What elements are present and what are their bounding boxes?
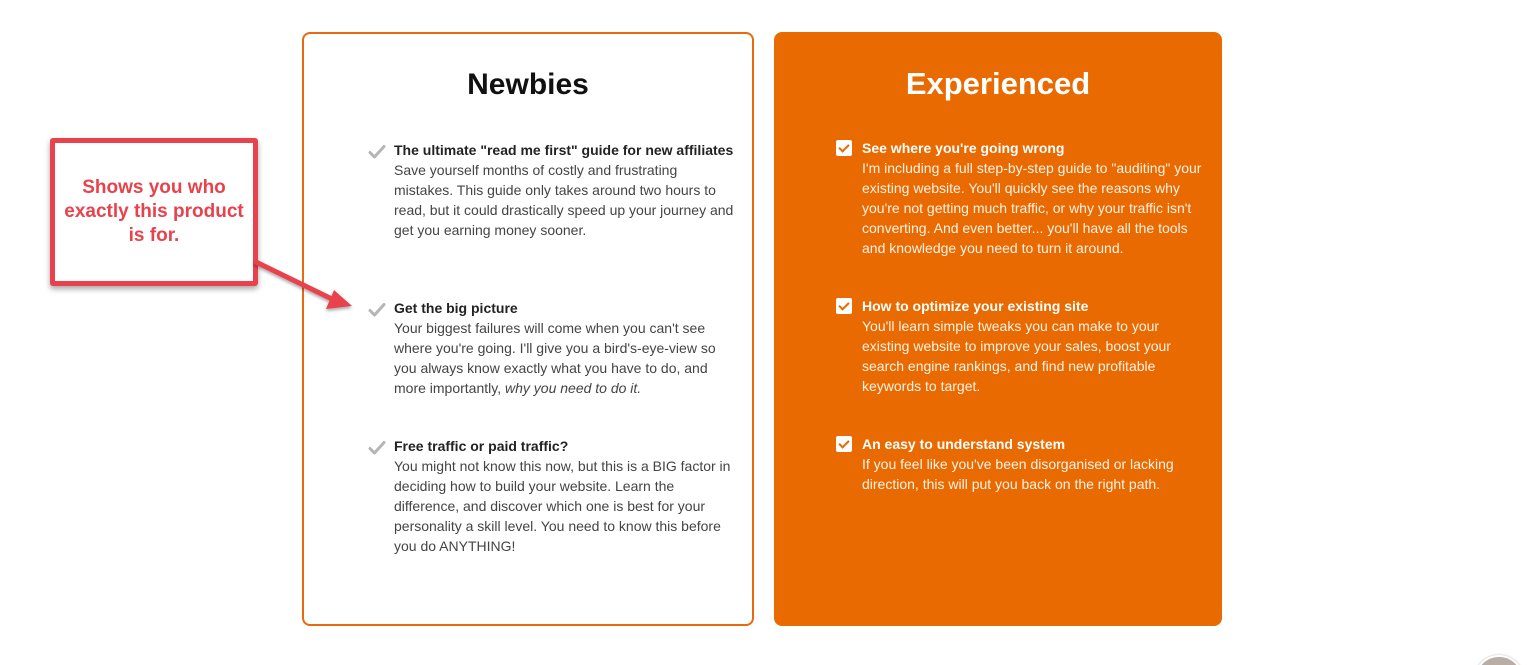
checkmark-icon <box>368 143 386 161</box>
newbies-card <box>302 32 754 626</box>
newbies-title: Newbies <box>467 68 589 101</box>
checkmark-icon <box>368 439 386 457</box>
experienced-item <box>862 434 1207 494</box>
newbies-item-title: Free traffic or paid traffic? <box>394 438 569 454</box>
newbies-item-desc: Your biggest failures will come when you can't see where you're going. I'll give you a bird's-eye-view so you always know exactly what you have to do, and more importantly, why you need to do it. <box>394 320 716 396</box>
avatar[interactable] <box>1474 655 1524 665</box>
experienced-card <box>774 32 1222 626</box>
experienced-item <box>862 296 1207 396</box>
newbies-item <box>394 140 734 240</box>
newbies-item-title: The ultimate "read me first" guide for new affiliates <box>394 142 734 158</box>
experienced-item-title: See where you're going wrong <box>862 140 1065 156</box>
checkbox-icon <box>836 140 854 158</box>
newbies-item-desc: Save yourself months of costly and frustrating mistakes. This guide only takes around two hours to read, but it could drastically speed up your journey and get you earning money sooner. <box>394 162 734 238</box>
experienced-title: Experienced <box>905 66 1091 101</box>
checkmark-icon <box>368 301 386 319</box>
experienced-item-desc: If you feel like you've been disorganised or lacking direction, this will put you back on the right path. <box>862 456 1174 492</box>
newbies-item-desc: You might not know this now, but this is a BIG factor in deciding how to build your website. Learn the difference, and discover which one is best for your personality a skill level. You need to know this before you do ANYTHING! <box>394 458 731 554</box>
callout-text: Shows you who exactly this product is for. <box>64 177 244 246</box>
experienced-item <box>862 138 1207 258</box>
experienced-item-title: An easy to understand system <box>862 436 1066 452</box>
checkbox-icon <box>836 298 854 316</box>
checkbox-icon <box>836 436 854 454</box>
experienced-item-desc: You'll learn simple tweaks you can make to your existing website to improve your sales, boost your search engine rankings, and find new profitable keywords to target. <box>862 318 1171 394</box>
annotation-callout <box>50 138 258 286</box>
newbies-item <box>394 436 734 556</box>
experienced-item-desc: I'm including a full step-by-step guide to "auditing" your existing website. You'll quickly see the reasons why you're not getting much traffic, or why your traffic isn't converting. And even better... you'll have all the tools and knowledge you need to turn it around. <box>862 160 1202 256</box>
newbies-item-title: Get the big picture <box>394 300 518 316</box>
newbies-item <box>394 298 734 398</box>
experienced-item-title: How to optimize your existing site <box>862 298 1089 314</box>
newbies-item-emphasis: why you need to do it. <box>505 380 642 396</box>
